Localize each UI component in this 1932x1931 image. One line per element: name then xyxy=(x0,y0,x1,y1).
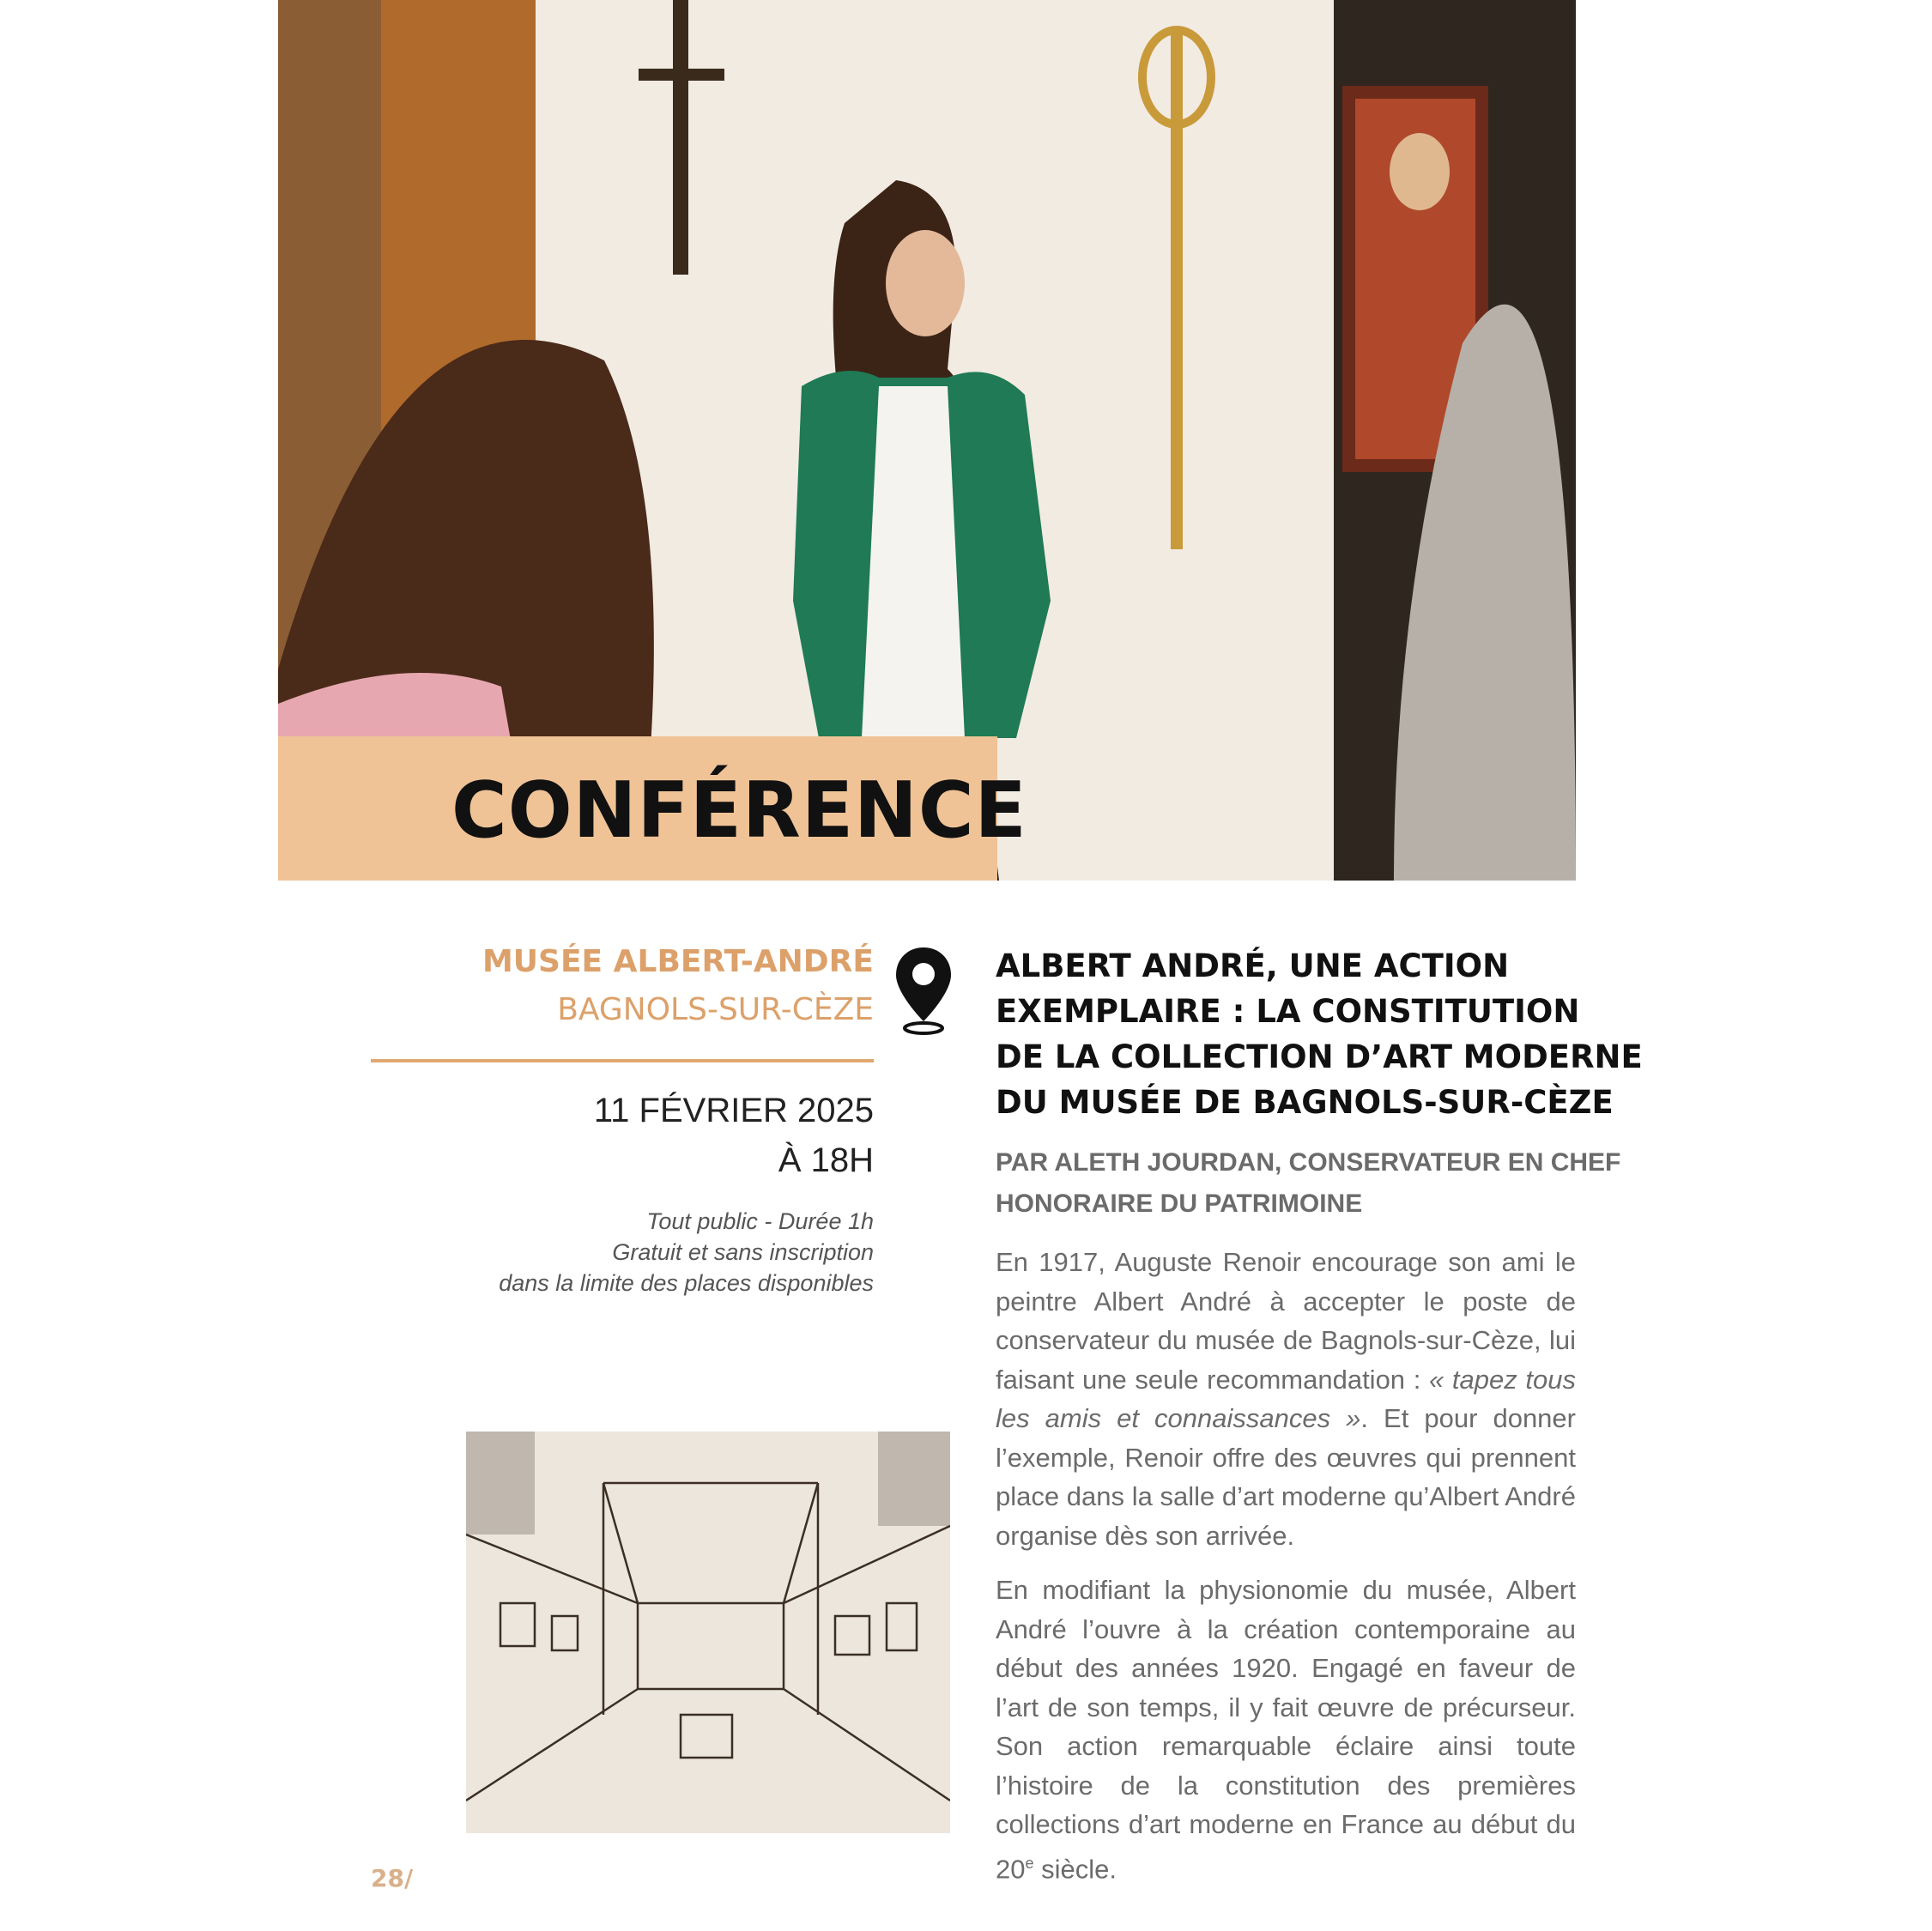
article-headline-line: EXEMPLAIRE : LA CONSTITUTION xyxy=(996,993,1580,1030)
article-headline-line: DU MUSÉE DE BAGNOLS-SUR-CÈZE xyxy=(996,1084,1614,1121)
venue-name: MUSÉE ALBERT-ANDRÉ xyxy=(481,944,874,979)
location-pin-icon xyxy=(893,944,954,1035)
article-headline-line: DE LA COLLECTION D’ART MODERNE xyxy=(996,1038,1643,1075)
paragraph-text: En modifiant la physionomie du musée, Albert André l’ouvre à la création contemporaine au début des années 1920. Engagé en faveur de l’art de son temps, il y fait œuvre de précurseur. Son action remarquable éclaire ainsi toute l’histoire de la constitution des premières collections d’art moderne en France au début du 20 xyxy=(996,1575,1576,1884)
event-date: 11 FÉVRIER 2025 xyxy=(593,1092,874,1129)
gallery-sketch-image xyxy=(466,1432,950,1833)
article-byline-line: PAR ALETH JOURDAN, CONSERVATEUR EN CHEF xyxy=(996,1148,1621,1177)
article-paragraph-1 xyxy=(996,1243,1576,1555)
paragraph-text: . Et pour donner l’exemple, Renoir offre des œuvres qui prennent place dans la salle d’art moderne qu’Albert André organise dès son arrivée. xyxy=(996,1403,1576,1551)
gallery-sketch-art xyxy=(466,1432,950,1833)
section-title: CONFÉRENCE xyxy=(451,766,1027,856)
article-byline-line: HONORAIRE DU PATRIMOINE xyxy=(996,1189,1363,1218)
article-paragraph-2 xyxy=(996,1571,1576,1888)
event-info-line: Gratuit et sans inscription xyxy=(612,1239,874,1265)
paragraph-text: siècle. xyxy=(1033,1853,1117,1884)
article-headline-line: ALBERT ANDRÉ, UNE ACTION xyxy=(996,947,1510,984)
ordinal-suffix: e xyxy=(1025,1854,1034,1872)
event-time: À 18H xyxy=(778,1141,874,1179)
venue-city: BAGNOLS-SUR-CÈZE xyxy=(557,992,874,1027)
paragraph-text: En 1917, Auguste Renoir encourage son ami le peintre Albert André à accepter le poste de conservateur du musée de Bagnols-sur-Cèze, lui faisant une seule recommandation : xyxy=(996,1247,1576,1395)
page-number: 28/ xyxy=(371,1864,414,1892)
event-info-line: dans la limite des places disponibles xyxy=(499,1270,874,1296)
divider xyxy=(371,1059,874,1062)
renoir-quote: « tapez tous les amis et connaissances » xyxy=(996,1364,1576,1433)
event-info-line: Tout public - Durée 1h xyxy=(646,1208,874,1234)
